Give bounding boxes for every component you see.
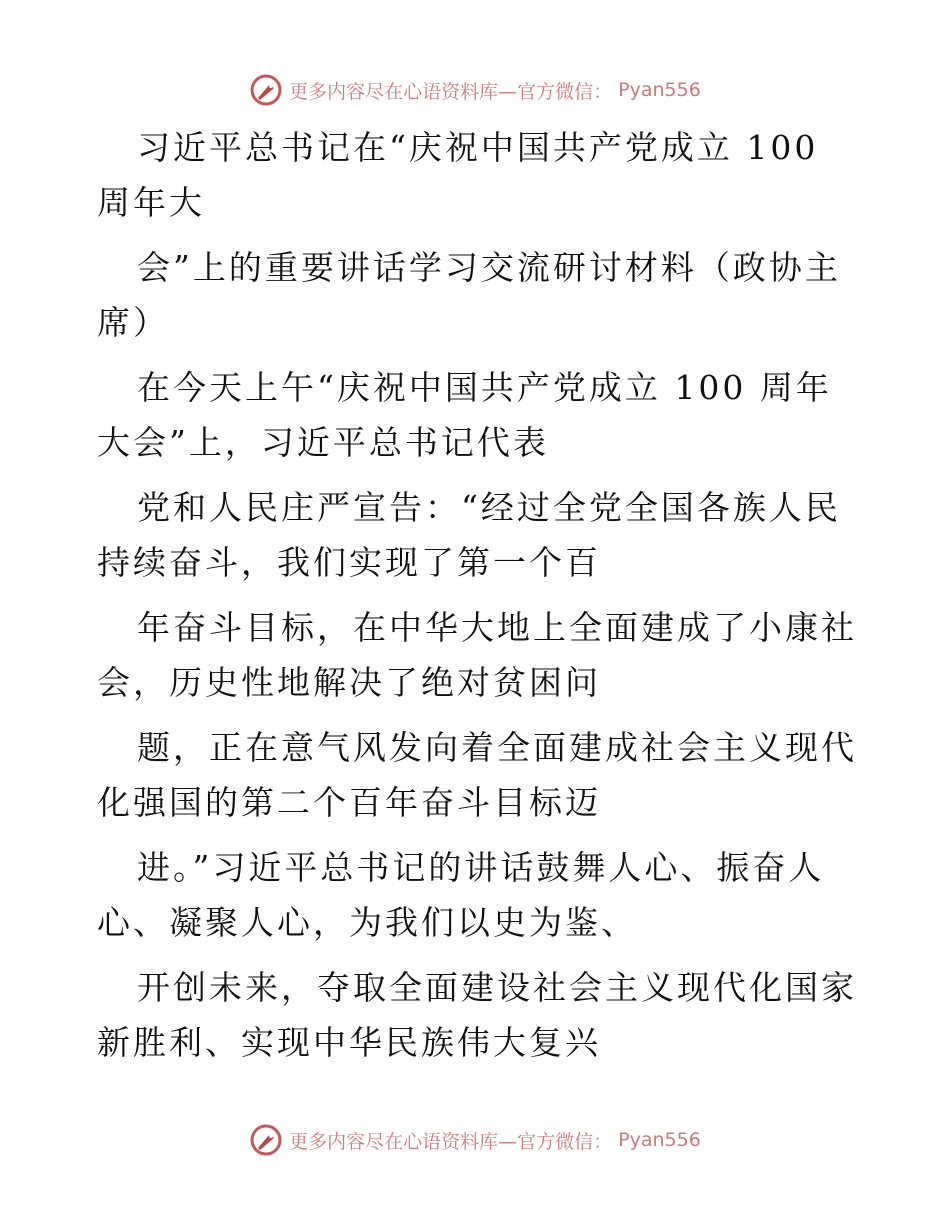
paragraph-6: 题，正在意气风发向着全面建成社会主义现代化强国的第二个百年奋斗目标迈 xyxy=(97,728,857,822)
pen-nib-circle-icon xyxy=(249,1123,283,1157)
watermark-wechat-id: Pyan556 xyxy=(618,79,701,101)
document-body xyxy=(97,120,867,1080)
watermark-text: 更多内容尽在心语资料库—官方微信： xyxy=(289,1130,613,1153)
header-watermark xyxy=(0,70,950,110)
paragraph-3: 在今天上午“庆祝中国共产党成立 100 周年大会”上，习近平总书记代表 xyxy=(97,368,832,462)
watermark-text: 更多内容尽在心语资料库—官方微信： xyxy=(289,80,613,103)
paragraph-4: 党和人民庄严宣告：“经过全党全国各族人民持续奋斗，我们实现了第一个百 xyxy=(97,488,841,582)
paragraph-5: 年奋斗目标，在中华大地上全面建成了小康社会，历史性地解决了绝对贫困问 xyxy=(97,608,857,702)
pen-nib-circle-icon xyxy=(249,73,283,107)
paragraph-title-2: 会”上的重要讲话学习交流研讨材料（政协主席） xyxy=(97,248,841,342)
paragraph-title-1: 习近平总书记在“庆祝中国共产党成立 100 周年大 xyxy=(97,128,819,222)
paragraph-8: 开创未来，夺取全面建设社会主义现代化国家新胜利、实现中华民族伟大复兴 xyxy=(97,968,857,1062)
paragraph-7: 进。”习近平总书记的讲话鼓舞人心、振奋人心、凝聚人心，为我们以史为鉴、 xyxy=(97,848,825,942)
watermark-wechat-id: Pyan556 xyxy=(618,1129,701,1151)
footer-watermark xyxy=(0,1120,950,1160)
